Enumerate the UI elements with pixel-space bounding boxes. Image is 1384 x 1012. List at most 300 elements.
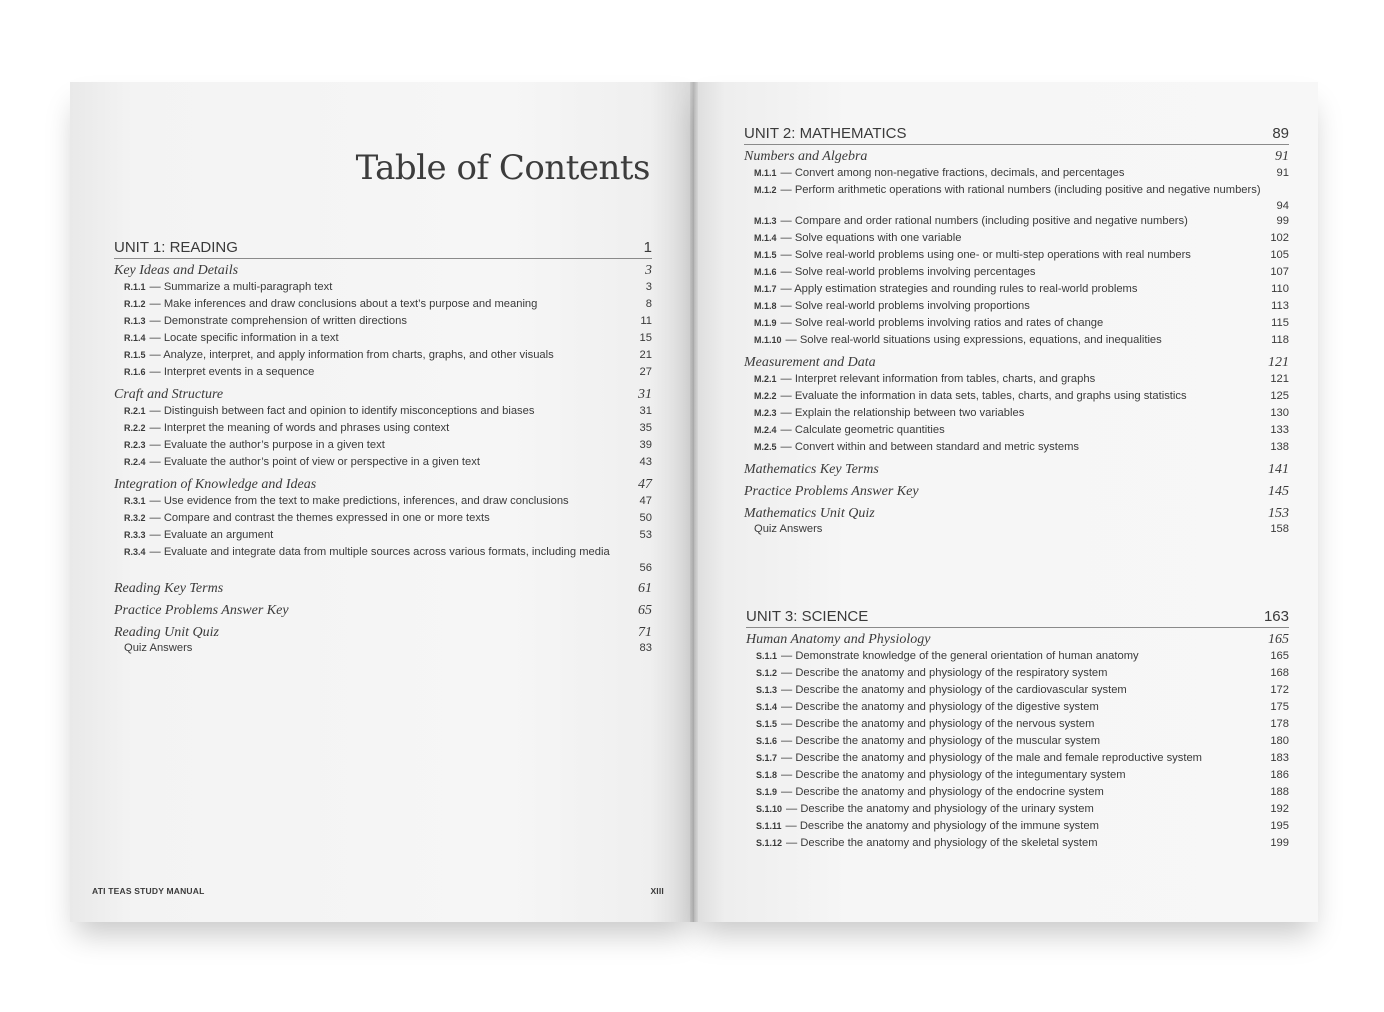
entry-code: R.1.6 (124, 367, 146, 377)
entry-text: Compare and order rational numbers (including positive and negative numbers) (794, 215, 1188, 227)
entry-code: S.1.9 (756, 787, 778, 797)
entry-dash: — (149, 512, 164, 524)
entry-text-group (756, 767, 1126, 784)
entry-text: Demonstrate comprehension of written directions (163, 315, 407, 327)
entry-dash: — (149, 546, 164, 558)
entry-page: 165 (1270, 650, 1289, 662)
entry-dash: — (786, 837, 801, 849)
entry-text: Describe the anatomy and physiology of the immune system (799, 820, 1099, 832)
entry-text: Describe the anatomy and physiology of the endocrine system (795, 786, 1104, 798)
section-heading (744, 483, 1289, 500)
toc-entry (114, 296, 652, 313)
entry-page: 118 (1271, 334, 1289, 346)
entry-text: Evaluate an argument (163, 529, 274, 541)
entry-page: 110 (1271, 283, 1289, 295)
toc-entry (746, 699, 1289, 716)
entry-code: M.1.4 (754, 233, 777, 243)
entry-code: M.1.10 (754, 335, 782, 345)
unit-label: UNIT 1: READING (114, 239, 238, 256)
toc-entry (746, 733, 1289, 750)
entry-dash: — (780, 266, 795, 278)
book-spine (690, 82, 698, 922)
entry-code: M.2.4 (754, 425, 777, 435)
entry-page: 47 (639, 495, 652, 507)
entry-text-group (124, 279, 332, 296)
unit-label: UNIT 2: MATHEMATICS (744, 125, 907, 142)
entry-text: Use evidence from the text to make predictions, inferences, and draw conclusions (163, 495, 569, 507)
entry-text-group (124, 493, 569, 510)
entry-text: Make inferences and draw conclusions about a text’s purpose and meaning (163, 298, 538, 310)
entry-dash: — (781, 718, 796, 730)
entry-dash: — (149, 456, 164, 468)
entry-text-group (756, 682, 1127, 699)
section-title: Reading Unit Quiz (114, 625, 219, 640)
entry-dash: — (780, 232, 795, 244)
section-page: 31 (638, 387, 652, 402)
entry-text: Solve real-world problems involving percentages (794, 266, 1036, 278)
entry-text: Locate specific information in a text (163, 332, 339, 344)
entry-code: M.1.9 (754, 318, 777, 328)
entry-code: M.1.5 (754, 250, 777, 260)
entry-code: M.1.7 (754, 284, 777, 294)
entry-code: S.1.7 (756, 753, 778, 763)
entry-page: 133 (1270, 424, 1289, 436)
entry-text: Interpret relevant information from tables, charts, and graphs (794, 373, 1096, 385)
unit-1-sections (114, 262, 652, 641)
entry-text-group (756, 835, 1098, 852)
entry-dash: — (781, 650, 796, 662)
toc-entry (744, 213, 1289, 230)
toc-entry (114, 544, 652, 575)
entry-code: M.1.8 (754, 301, 777, 311)
entry-page: 53 (639, 529, 652, 541)
section-title: Key Ideas and Details (114, 263, 239, 278)
section-page: 91 (1275, 149, 1289, 164)
toc-entry (744, 281, 1289, 298)
left-page (70, 82, 694, 922)
entry-dash: — (781, 786, 796, 798)
entry-page: 102 (1270, 232, 1289, 244)
entry-text: Explain the relationship between two variables (794, 407, 1025, 419)
unit-1-reading (114, 238, 652, 656)
section-heading (114, 624, 652, 641)
entry-text: Solve real-world situations using expressions, equations, and inequalities (799, 334, 1162, 346)
unit-2-mathematics (744, 124, 1289, 537)
toc-entry (744, 247, 1289, 264)
entry-page: 138 (1270, 441, 1289, 453)
toc-entry (114, 330, 652, 347)
entry-dash: — (780, 441, 795, 453)
toc-entry (114, 527, 652, 544)
toc-entry (114, 454, 652, 471)
entry-text: Describe the anatomy and physiology of the digestive system (795, 701, 1099, 713)
section-title: Practice Problems Answer Key (744, 484, 919, 499)
entry-dash: — (149, 439, 164, 451)
entry-text: Distinguish between fact and opinion to identify misconceptions and biases (163, 405, 535, 417)
entry-text-group (754, 332, 1162, 349)
entry-page: 130 (1270, 407, 1289, 419)
quiz-answers-label: Quiz Answers (124, 642, 193, 654)
quiz-answers-entry (744, 522, 1289, 537)
entry-text: Analyze, interpret, and apply information from charts, graphs, and other visuals (163, 349, 554, 361)
entry-text-group (754, 247, 1191, 264)
entry-page: 172 (1270, 684, 1289, 696)
toc-entry (744, 371, 1289, 388)
unit-label: UNIT 3: SCIENCE (746, 608, 869, 625)
toc-entry (744, 230, 1289, 247)
section-title: Measurement and Data (744, 355, 876, 370)
section-page: 165 (1268, 632, 1289, 647)
entry-text-group (754, 213, 1188, 230)
entry-text-group (124, 330, 339, 347)
entry-page: 105 (1270, 249, 1289, 261)
entry-dash: — (149, 298, 164, 310)
quiz-answers-entry (114, 641, 652, 656)
entry-dash: — (780, 167, 795, 179)
toc-entry (744, 332, 1289, 349)
section-page: 3 (645, 263, 652, 278)
section-heading (114, 476, 652, 493)
entry-text: Solve equations with one variable (794, 232, 962, 244)
toc-entry (744, 165, 1289, 182)
entry-code: M.1.3 (754, 216, 777, 226)
entry-text-group (756, 699, 1099, 716)
entry-page: 180 (1270, 735, 1289, 747)
entry-text-group (754, 165, 1124, 182)
entry-text-group (754, 371, 1095, 388)
entry-text: Evaluate the author’s point of view or perspective in a given text (163, 456, 480, 468)
entry-code: R.2.3 (124, 440, 146, 450)
entry-dash: — (149, 405, 164, 417)
toc-entry (114, 403, 652, 420)
entry-code: R.3.4 (124, 547, 146, 557)
toc-entry (114, 279, 652, 296)
section-page: 71 (638, 625, 652, 640)
entry-dash: — (780, 215, 795, 227)
toc-entry (746, 648, 1289, 665)
entry-page: 94 (1276, 200, 1289, 212)
entry-code: S.1.2 (756, 668, 778, 678)
entry-code: S.1.8 (756, 770, 778, 780)
section-title: Human Anatomy and Physiology (746, 632, 931, 647)
section-page: 61 (638, 581, 652, 596)
entry-code: M.1.2 (754, 185, 777, 195)
toc-entry (114, 364, 652, 381)
entry-text: Evaluate the information in data sets, tables, charts, and graphs using statistics (794, 390, 1187, 402)
toc-entry (744, 264, 1289, 281)
entry-page: 21 (639, 349, 652, 361)
unit-heading (114, 238, 652, 259)
unit-3-science (746, 607, 1289, 852)
section-title: Integration of Knowledge and Ideas (114, 477, 317, 492)
entry-text: Interpret events in a sequence (163, 366, 315, 378)
section-page: 65 (638, 603, 652, 618)
entry-dash: — (780, 249, 795, 261)
toc-entry (744, 405, 1289, 422)
toc-entry (114, 420, 652, 437)
entry-text-group (754, 264, 1035, 281)
entry-code: S.1.10 (756, 804, 783, 814)
toc-entry (744, 182, 1289, 213)
entry-page: 107 (1270, 266, 1289, 278)
entry-text: Demonstrate knowledge of the general orientation of human anatomy (795, 650, 1139, 662)
entry-page: 43 (639, 456, 652, 468)
entry-text: Perform arithmetic operations with rational numbers (including positive and negative numbers) (794, 184, 1261, 196)
entry-dash: — (780, 424, 795, 436)
entry-text: Describe the anatomy and physiology of the nervous system (795, 718, 1095, 730)
entry-text-group (124, 313, 407, 330)
entry-text: Solve real-world problems using one- or multi-step operations with real numbers (794, 249, 1191, 261)
entry-text-group (754, 281, 1137, 298)
section-heading (746, 631, 1289, 648)
entry-dash: — (149, 332, 164, 344)
entry-text-group (124, 403, 534, 420)
entry-text: Describe the anatomy and physiology of the urinary system (800, 803, 1094, 815)
entry-code: M.2.3 (754, 408, 777, 418)
entry-page: 183 (1270, 752, 1289, 764)
entry-page: 56 (639, 562, 652, 574)
quiz-answers-page: 83 (639, 642, 652, 654)
entry-text: Convert within and between standard and metric systems (794, 441, 1079, 453)
entry-text: Apply estimation strategies and rounding rules to real-world problems (794, 283, 1138, 295)
entry-page: 178 (1270, 718, 1289, 730)
section-heading (114, 602, 652, 619)
toc-entry (746, 767, 1289, 784)
entry-text-group (124, 437, 385, 454)
toc-entry (114, 347, 652, 364)
entry-code: M.2.5 (754, 442, 777, 452)
entry-page: 31 (639, 405, 652, 417)
unit-heading (746, 607, 1289, 628)
unit-heading (744, 124, 1289, 145)
section-title: Practice Problems Answer Key (114, 603, 289, 618)
section-heading (114, 386, 652, 403)
entry-text-group (756, 801, 1094, 818)
toc-entry (746, 818, 1289, 835)
entry-code: R.2.2 (124, 423, 146, 433)
entry-page: 199 (1270, 837, 1289, 849)
entry-text-group (124, 364, 314, 381)
entry-page: 99 (1276, 215, 1289, 227)
toc-entry (746, 835, 1289, 852)
entry-text: Evaluate and integrate data from multiple sources across various formats, including media (163, 546, 610, 558)
entry-text-group (124, 420, 449, 437)
entry-text: Describe the anatomy and physiology of the respiratory system (795, 667, 1108, 679)
entry-text-group (756, 665, 1107, 682)
entry-page: 113 (1271, 300, 1289, 312)
entry-text: Compare and contrast the themes expressed in one or more texts (163, 512, 490, 524)
entry-text-group (754, 298, 1030, 315)
entry-dash: — (786, 803, 801, 815)
entry-text: Convert among non-negative fractions, decimals, and percentages (794, 167, 1125, 179)
toc-entry (114, 493, 652, 510)
entry-code: S.1.4 (756, 702, 778, 712)
section-heading (114, 262, 652, 279)
entry-text: Describe the anatomy and physiology of the male and female reproductive system (795, 752, 1203, 764)
toc-entry (746, 801, 1289, 818)
entry-text: Evaluate the author’s purpose in a given text (163, 439, 385, 451)
entry-page: 91 (1276, 167, 1289, 179)
entry-dash: — (781, 752, 796, 764)
entry-dash: — (780, 373, 795, 385)
entry-page: 186 (1270, 769, 1289, 781)
entry-dash: — (780, 390, 795, 402)
entry-dash: — (780, 317, 795, 329)
entry-text: Describe the anatomy and physiology of the muscular system (795, 735, 1101, 747)
entry-page: 195 (1270, 820, 1289, 832)
entry-text-group (754, 439, 1079, 456)
entry-text: Solve real-world problems involving proportions (794, 300, 1030, 312)
entry-text: Calculate geometric quantities (794, 424, 945, 436)
entry-text-group (754, 388, 1187, 405)
entry-dash: — (781, 684, 796, 696)
entry-dash: — (781, 667, 796, 679)
entry-page: 15 (639, 332, 652, 344)
entry-page: 35 (639, 422, 652, 434)
entry-page: 175 (1270, 701, 1289, 713)
entry-dash: — (149, 349, 164, 361)
toc-entry (746, 665, 1289, 682)
toc-entry (114, 313, 652, 330)
entry-dash: — (780, 300, 795, 312)
entry-code: S.1.1 (756, 651, 778, 661)
entry-code: S.1.11 (756, 821, 782, 831)
entry-dash: — (780, 283, 795, 295)
entry-code: S.1.5 (756, 719, 778, 729)
toc-entry (746, 682, 1289, 699)
entry-page: 8 (645, 298, 652, 310)
entry-dash: — (785, 820, 800, 832)
right-page (694, 82, 1318, 922)
section-title: Numbers and Algebra (744, 149, 868, 164)
entry-dash: — (149, 495, 164, 507)
entry-text-group (124, 347, 554, 364)
entry-text: Describe the anatomy and physiology of the skeletal system (800, 837, 1098, 849)
toc-entry (746, 750, 1289, 767)
entry-wrap (124, 544, 652, 575)
entry-code: M.2.1 (754, 374, 777, 384)
entry-dash: — (781, 701, 796, 713)
entry-dash: — (149, 315, 164, 327)
entry-text-group (756, 716, 1094, 733)
entry-dash: — (780, 407, 795, 419)
entry-dash: — (149, 422, 164, 434)
section-page: 145 (1268, 484, 1289, 499)
entry-page: 168 (1270, 667, 1289, 679)
unit-3-sections (746, 631, 1289, 852)
toc-entry (744, 439, 1289, 456)
toc-entry (744, 388, 1289, 405)
section-heading (744, 354, 1289, 371)
entry-page: 27 (639, 366, 652, 378)
entry-code: R.3.3 (124, 530, 146, 540)
entry-text-group (124, 296, 537, 313)
entry-code: R.1.1 (124, 282, 146, 292)
entry-text-group (756, 750, 1202, 767)
section-title: Mathematics Key Terms (744, 462, 879, 477)
section-page: 153 (1268, 506, 1289, 521)
entry-page: 3 (645, 281, 652, 293)
page-title: Table of Contents (355, 148, 650, 188)
toc-entry (746, 784, 1289, 801)
section-heading (744, 505, 1289, 522)
entry-text-group (756, 784, 1104, 801)
entry-text-group (754, 405, 1024, 422)
entry-text-group (754, 315, 1103, 332)
entry-dash: — (149, 281, 164, 293)
footer-title: ATI TEAS STUDY MANUAL (92, 886, 205, 896)
entry-text: Summarize a multi-paragraph text (163, 281, 333, 293)
entry-text-group (756, 648, 1139, 665)
entry-dash: — (149, 529, 164, 541)
toc-entry (744, 422, 1289, 439)
entry-code: S.1.12 (756, 838, 783, 848)
entry-text-group (754, 422, 945, 439)
section-page: 121 (1268, 355, 1289, 370)
section-page: 141 (1268, 462, 1289, 477)
entry-text-group (754, 182, 1289, 199)
unit-page: 163 (1263, 608, 1289, 625)
entry-text-group (124, 527, 273, 544)
toc-entry (744, 315, 1289, 332)
entry-text: Describe the anatomy and physiology of the integumentary system (795, 769, 1126, 781)
entry-text: Interpret the meaning of words and phrases using context (163, 422, 450, 434)
entry-code: S.1.6 (756, 736, 778, 746)
entry-dash: — (149, 366, 164, 378)
entry-code: R.1.5 (124, 350, 146, 360)
entry-code: R.2.4 (124, 457, 146, 467)
entry-page: 121 (1270, 373, 1289, 385)
quiz-answers-page: 158 (1270, 523, 1289, 535)
entry-text-group (124, 544, 652, 561)
unit-page: 89 (1272, 125, 1289, 142)
entry-text-group (756, 818, 1099, 835)
entry-page: 188 (1270, 786, 1289, 798)
entry-dash: — (781, 769, 796, 781)
entry-code: S.1.3 (756, 685, 778, 695)
section-title: Reading Key Terms (114, 581, 224, 596)
footer-page-number: XIII (650, 886, 664, 896)
entry-page: 39 (639, 439, 652, 451)
entry-code: R.3.1 (124, 496, 146, 506)
entry-dash: — (781, 735, 796, 747)
section-page: 47 (638, 477, 652, 492)
entry-page: 115 (1271, 317, 1289, 329)
entry-page: 125 (1270, 390, 1289, 402)
toc-entry (746, 716, 1289, 733)
entry-text: Solve real-world problems involving ratios and rates of change (794, 317, 1104, 329)
section-heading (114, 580, 652, 597)
entry-code: R.2.1 (124, 406, 146, 416)
toc-entry (114, 437, 652, 454)
entry-code: R.1.2 (124, 299, 146, 309)
entry-code: M.1.6 (754, 267, 777, 277)
entry-text: Describe the anatomy and physiology of the cardiovascular system (795, 684, 1127, 696)
toc-entry (744, 298, 1289, 315)
section-heading (744, 461, 1289, 478)
entry-page: 50 (639, 512, 652, 524)
unit-2-sections (744, 148, 1289, 522)
entry-code: R.3.2 (124, 513, 146, 523)
entry-code: M.1.1 (754, 168, 777, 178)
toc-entry (114, 510, 652, 527)
entry-code: R.1.4 (124, 333, 146, 343)
entry-text-group (756, 733, 1100, 750)
section-title: Craft and Structure (114, 387, 224, 402)
entry-dash: — (785, 334, 800, 346)
entry-code: M.2.2 (754, 391, 777, 401)
entry-page: 11 (640, 315, 652, 327)
